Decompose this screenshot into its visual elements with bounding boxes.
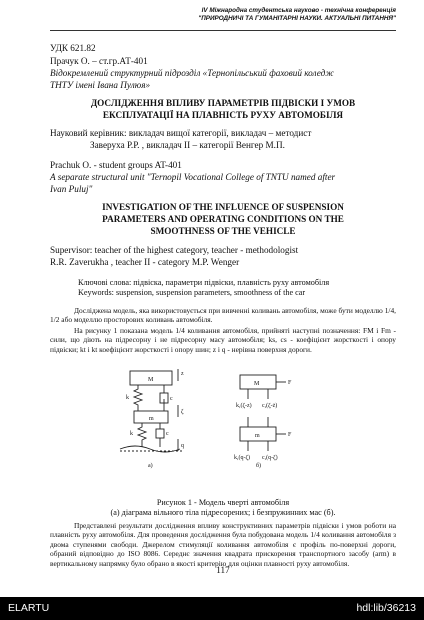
fbd-label-kt-force: k,(q-ζ)	[234, 455, 250, 461]
conference-line-1: IV Міжнародна студентська науково - технічна конференція	[201, 7, 396, 14]
tire-spring	[138, 423, 146, 447]
label-sub-b: б)	[256, 463, 262, 469]
fbd-label-cs-force: c,(ζ-ż)	[262, 403, 278, 409]
conference-line-2: "ПРИРОДНИЧІ ТА ГУМАНІТАРНІ НАУКИ. АКТУАЛЬНІ ПИТАННЯ"	[198, 14, 396, 22]
keywords-en: Keywords: suspension, suspension parameters, smoothness of the car	[78, 288, 306, 297]
fbd-label-unsprung: m	[255, 433, 260, 439]
label-sprung-mass: M	[148, 377, 154, 383]
footer-repository-name: ELARTU	[8, 602, 50, 614]
affiliation-en-line-1: A separate structural unit "Ternopil Vocational College of TNTU named after	[50, 172, 336, 182]
paragraph-notation: На рисунку 1 показана модель 1/4 коливання автомобіля, прийняті наступні позначення: FM і Fm - сили, що діють на підресорну і не підресорну масу автомобіля; ks, cs - коефіцієнт жорсткості і опору підвіски; kt і kt коефіцієнт жорсткості і опору шин; z i q - нерівна поверхня дороги.	[50, 326, 396, 354]
supervisor-en-line-1: Supervisor: teacher of the highest category, teacher - methodologist	[50, 245, 299, 255]
figure-part-b	[240, 375, 286, 451]
tire-damper	[156, 429, 164, 438]
quarter-car-model-figure	[90, 367, 350, 492]
paragraph-results: Представлені результати дослідження впливу конструктивних параметрів підвіски і умов роботи на плавність руху автомобіля. Для проведення дослідження була побудована модель 1/4 коливання автомобіля з двома ступенями свободи. Джерелом стимуляції коливання автомобіля є профіль по-поверхні дороги, обраний відповідно до ISO 8086. Середнє значення квадрата прискорення транспортного засобу (arm) в вертикальному напрямку було обрано в якості критерію для оцінки плавності руху автомобіля.	[50, 521, 396, 568]
supervisor-en-line-2: R.R. Zaverukha , teacher II - category M.P. Wenger	[50, 257, 240, 267]
title-en-line-2: PARAMETERS AND OPERATING CONDITIONS ON THE	[102, 214, 344, 224]
label-z: z	[181, 371, 184, 377]
page-number: 117	[216, 565, 230, 575]
label-q: q	[181, 443, 184, 449]
title-ua-line-1: ДОСЛІДЖЕННЯ ВПЛИВУ ПАРАМЕТРІВ ПІДВІСКИ І УМОВ	[90, 98, 356, 108]
keywords-ua: Ключові слова: підвіска, параметри підвіски, плавність руху автомобіля	[78, 278, 330, 287]
affiliation-en-line-2: Ivan Puluj"	[50, 184, 93, 194]
supervisor-ua-line-1: Науковий керівник: викладач вищої категорії, викладач – методист	[50, 128, 312, 138]
title-ua-line-2: ЕКСПЛУАТАЦІЇ НА ПЛАВНІСТЬ РУХУ АВТОМОБІЛЯ	[102, 110, 344, 120]
fbd-label-FM: F	[288, 380, 292, 386]
label-ct: c	[166, 431, 169, 437]
author-en: Prachuk O. - student groups AT-401	[50, 160, 182, 170]
fbd-label-ks-force: k,(ζ-z)	[236, 403, 252, 409]
affiliation-ua-line-2: ТНТУ імені Івана Пулюя»	[50, 80, 151, 90]
suspension-spring	[134, 385, 142, 411]
affiliation-ua-line-1: Відокремлений структурний підрозділ «Тернопільський фаховий коледж	[50, 68, 334, 78]
label-sub-a: а)	[148, 463, 153, 469]
label-kt: k	[130, 431, 133, 437]
paragraph-model: Досліджена модель, яка використовується при вивченні коливань автомобіля, може бути моделлю 1/4, 1/2 або моделлю просторових коливань автомобіля.	[50, 306, 396, 325]
fbd-label-sprung: M	[254, 381, 260, 387]
conference-header	[66, 7, 396, 22]
header-rule	[50, 30, 396, 31]
figure-caption-line-1: Рисунок 1 - Модель чверті автомобіля	[156, 498, 290, 507]
label-unsprung-mass: m	[149, 416, 154, 422]
title-en-line-3: SMOOTHNESS OF THE VEHICLE	[150, 226, 296, 236]
author-ua: Прачук О. – ст.гр.АТ-401	[50, 56, 148, 66]
udk-code: УДК 621.82	[50, 43, 96, 53]
fbd-label-ct-force: c,(q-ζ)	[262, 455, 278, 461]
label-zeta: ζ	[181, 409, 184, 415]
fbd-label-Fm: F	[288, 432, 292, 438]
footer-handle: hdl:lib/36213	[356, 602, 416, 614]
title-en-line-1: INVESTIGATION OF THE INFLUENCE OF SUSPENSION	[102, 202, 344, 212]
label-cs: c	[170, 396, 173, 402]
repository-footer	[0, 597, 424, 620]
figure-caption-line-2: (а) діаграма вільного тіла підресорених; і безпружинних мас (б).	[110, 508, 336, 517]
label-ks: k	[126, 395, 129, 401]
supervisor-ua-line-2: Заверуха Р.Р. , викладач ІІ – категорії Венгер М.П.	[90, 140, 285, 150]
